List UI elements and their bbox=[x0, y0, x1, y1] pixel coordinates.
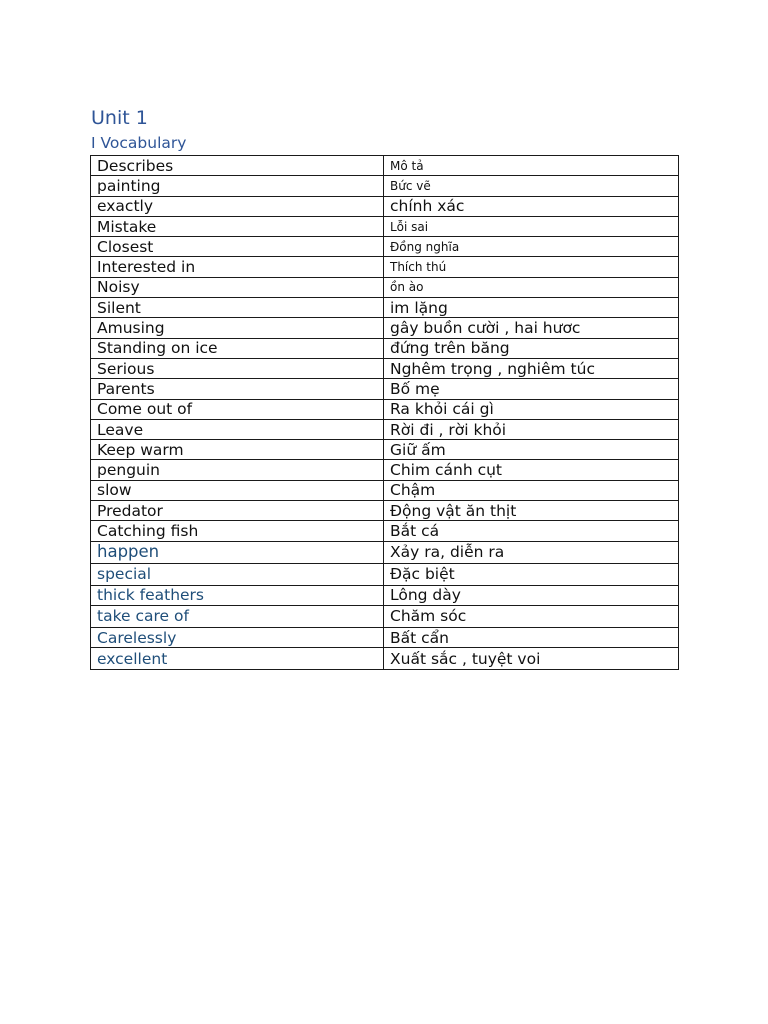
table-row bbox=[91, 480, 679, 500]
table-row bbox=[91, 541, 679, 563]
table-row bbox=[91, 237, 679, 257]
vietnamese-meaning: Xảy ra, diễn ra bbox=[384, 541, 679, 563]
vietnamese-meaning: Đặc biệt bbox=[384, 563, 679, 585]
table-row bbox=[91, 648, 679, 670]
english-term: Describes bbox=[91, 156, 384, 176]
vietnamese-meaning: Chậm bbox=[384, 480, 679, 500]
table-row bbox=[91, 605, 679, 627]
english-term: special bbox=[91, 563, 384, 585]
vietnamese-meaning: Chim cánh cụt bbox=[384, 460, 679, 480]
english-term: Mistake bbox=[91, 216, 384, 236]
vietnamese-meaning: Rời đi , rời khỏi bbox=[384, 419, 679, 439]
table-row bbox=[91, 419, 679, 439]
english-term: Standing on ice bbox=[91, 338, 384, 358]
english-term: take care of bbox=[91, 605, 384, 627]
english-term: Predator bbox=[91, 501, 384, 521]
english-term: Parents bbox=[91, 379, 384, 399]
table-row bbox=[91, 521, 679, 541]
vietnamese-meaning: Ra khỏi cái gì bbox=[384, 399, 679, 419]
vietnamese-meaning: Bắt cá bbox=[384, 521, 679, 541]
english-term: penguin bbox=[91, 460, 384, 480]
english-term: thick feathers bbox=[91, 585, 384, 605]
vietnamese-meaning: Xuất sắc , tuyệt voi bbox=[384, 648, 679, 670]
vietnamese-meaning: Bất cẩn bbox=[384, 627, 679, 647]
vietnamese-meaning: chính xác bbox=[384, 196, 679, 216]
english-term: painting bbox=[91, 176, 384, 196]
section-heading: I Vocabulary bbox=[91, 134, 187, 152]
vietnamese-meaning: Giữ ấm bbox=[384, 440, 679, 460]
table-row bbox=[91, 156, 679, 176]
table-row bbox=[91, 318, 679, 338]
table-row bbox=[91, 277, 679, 297]
english-term: Amusing bbox=[91, 318, 384, 338]
english-term: exactly bbox=[91, 196, 384, 216]
table-row bbox=[91, 399, 679, 419]
vietnamese-meaning: Mô tả bbox=[384, 156, 679, 176]
english-term: excellent bbox=[91, 648, 384, 670]
english-term: Catching fish bbox=[91, 521, 384, 541]
vietnamese-meaning: Lông dày bbox=[384, 585, 679, 605]
english-term: Come out of bbox=[91, 399, 384, 419]
table-row bbox=[91, 257, 679, 277]
table-row bbox=[91, 196, 679, 216]
english-term: Interested in bbox=[91, 257, 384, 277]
english-term: Closest bbox=[91, 237, 384, 257]
english-term: Serious bbox=[91, 358, 384, 378]
vietnamese-meaning: Động vật ăn thịt bbox=[384, 501, 679, 521]
table-row bbox=[91, 216, 679, 236]
table-row bbox=[91, 440, 679, 460]
table-row bbox=[91, 460, 679, 480]
english-term: Leave bbox=[91, 419, 384, 439]
vietnamese-meaning: Lỗi sai bbox=[384, 216, 679, 236]
vietnamese-meaning: im lặng bbox=[384, 298, 679, 318]
vietnamese-meaning: Chăm sóc bbox=[384, 605, 679, 627]
english-term: slow bbox=[91, 480, 384, 500]
table-row bbox=[91, 627, 679, 647]
vietnamese-meaning: Bức vẽ bbox=[384, 176, 679, 196]
english-term: Keep warm bbox=[91, 440, 384, 460]
table-row bbox=[91, 563, 679, 585]
table-row bbox=[91, 379, 679, 399]
vocabulary-table bbox=[90, 155, 679, 670]
vietnamese-meaning: Nghêm trọng , nghiêm túc bbox=[384, 358, 679, 378]
table-row bbox=[91, 585, 679, 605]
vietnamese-meaning: ồn ào bbox=[384, 277, 679, 297]
vietnamese-meaning: Đồng nghĩa bbox=[384, 237, 679, 257]
table-row bbox=[91, 298, 679, 318]
english-term: happen bbox=[91, 541, 384, 563]
english-term: Noisy bbox=[91, 277, 384, 297]
table-row bbox=[91, 338, 679, 358]
table-row bbox=[91, 358, 679, 378]
table-row bbox=[91, 501, 679, 521]
english-term: Silent bbox=[91, 298, 384, 318]
table-row bbox=[91, 176, 679, 196]
english-term: Carelessly bbox=[91, 627, 384, 647]
vietnamese-meaning: Thích thú bbox=[384, 257, 679, 277]
vietnamese-meaning: đứng trên băng bbox=[384, 338, 679, 358]
page-title: Unit 1 bbox=[91, 107, 148, 129]
vietnamese-meaning: Bố mẹ bbox=[384, 379, 679, 399]
vietnamese-meaning: gây buồn cười , hai hươc bbox=[384, 318, 679, 338]
